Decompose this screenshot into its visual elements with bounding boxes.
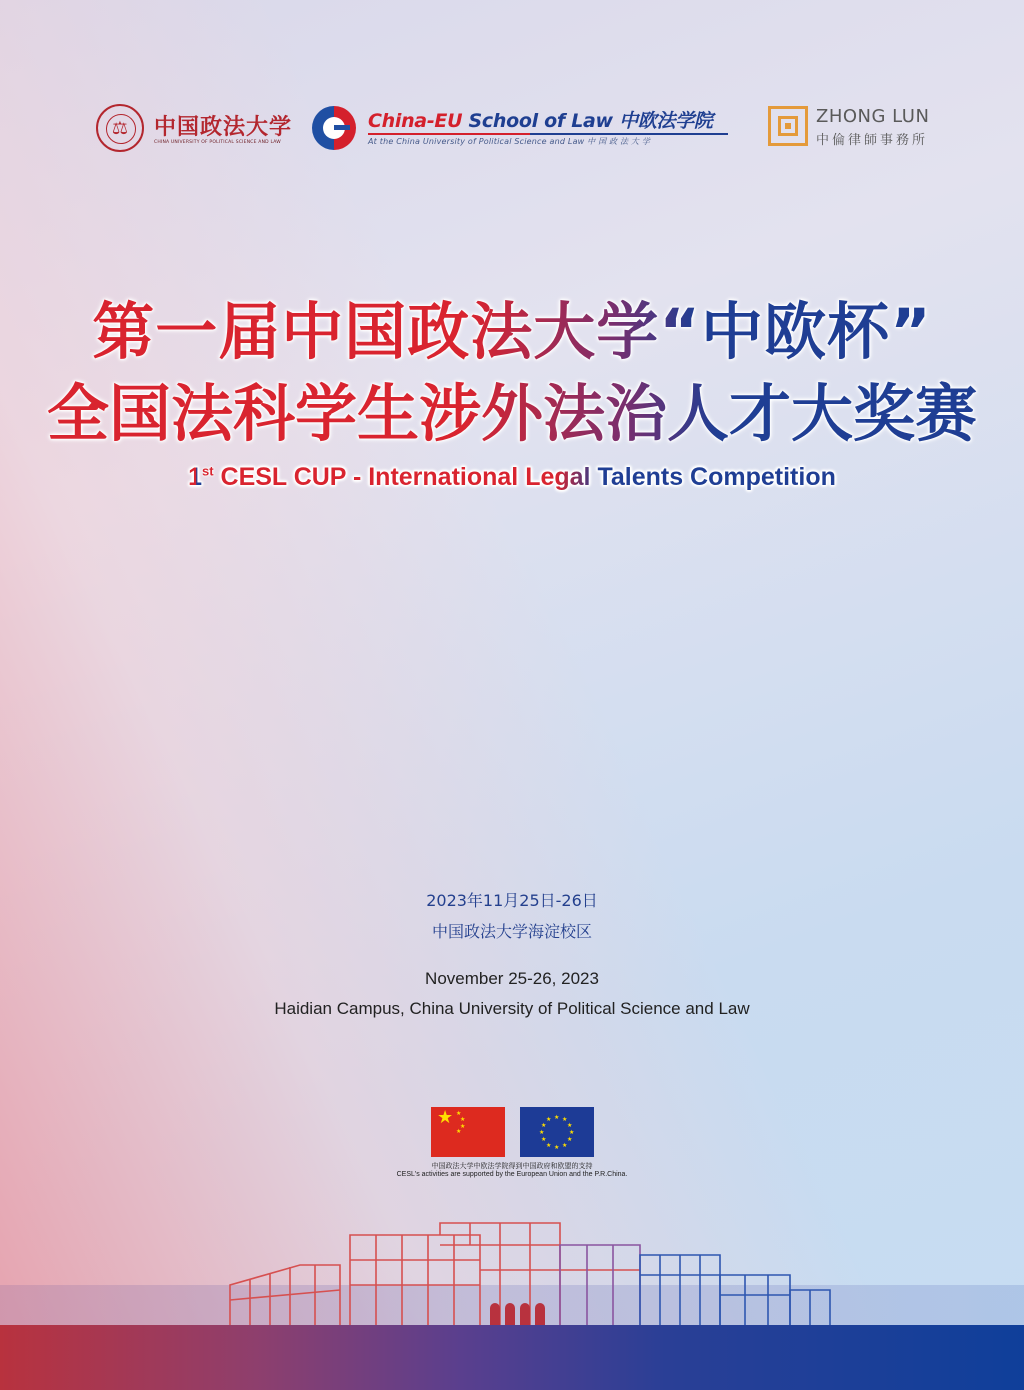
- eu-star-icon: ★: [567, 1122, 573, 1129]
- flag-star-icon: ★: [437, 1107, 454, 1128]
- scales-icon: ⚖: [111, 117, 129, 139]
- support-text-cn: 中国政法大学中欧法学院得到中国政府和欧盟的支持: [431, 1162, 593, 1170]
- zhonglun-name-cn: 中倫律師事務所: [816, 133, 929, 148]
- eu-flag-icon: [520, 1107, 594, 1157]
- eu-star-icon: ★: [546, 1116, 552, 1123]
- title-line2-text: 全国法科学生涉外法治人才大奖赛: [46, 377, 977, 450]
- cesl-title-blue: School of Law: [462, 110, 613, 132]
- flag-star-icon: ★: [456, 1110, 462, 1117]
- eu-star-icon: ★: [569, 1129, 575, 1136]
- flag-star-icon: ★: [460, 1123, 466, 1130]
- eu-star-icon: ★: [546, 1142, 552, 1149]
- flag-star-icon: ★: [460, 1116, 466, 1123]
- campus-building-illustration: [0, 1215, 1024, 1330]
- title-line1-cn: [0, 282, 1024, 371]
- china-flag-icon: [431, 1107, 505, 1157]
- cesl-mark-bar: [334, 125, 350, 130]
- title-line2-cn: [0, 364, 1024, 453]
- title-en-text: [188, 463, 836, 491]
- support-text-en: CESL's activities are supported by the European Union and the P.R.China.: [396, 1171, 628, 1178]
- eu-star-icon: ★: [539, 1129, 545, 1136]
- cupl-logo: [96, 100, 296, 156]
- title-en-rest: CESL CUP - International Legal Talents Competition: [213, 463, 836, 491]
- cupl-name-en: CHINA UNIVERSITY OF POLITICAL SCIENCE AND LAW: [154, 140, 281, 145]
- eu-star-icon: ★: [562, 1142, 568, 1149]
- cupl-name-cn: 中国政法大学: [154, 114, 293, 140]
- eu-star-icon: ★: [554, 1144, 560, 1151]
- cesl-logo: [312, 104, 732, 154]
- zhonglun-name-en: ZHONG LUN: [816, 106, 930, 127]
- event-venue-cn: 中国政法大学海淀校区: [431, 922, 592, 941]
- eu-star-icon: ★: [562, 1116, 568, 1123]
- footer-band-dark: [0, 1325, 1024, 1390]
- event-date-cn: 2023年11月25日-26日: [426, 891, 598, 910]
- flag-star-icon: ★: [456, 1128, 462, 1135]
- cesl-underline: [368, 133, 728, 135]
- eu-star-icon: ★: [541, 1122, 547, 1129]
- cesl-title-red: China-EU: [368, 110, 463, 132]
- title-line1-text: 第一届中国政法大学“中欧杯”: [92, 295, 932, 368]
- title-en: [0, 463, 1024, 492]
- eu-star-icon: ★: [567, 1136, 573, 1143]
- event-date-en: November 25-26, 2023: [425, 969, 599, 988]
- eu-star-icon: ★: [541, 1136, 547, 1143]
- cupl-seal-icon: [96, 104, 144, 152]
- title-en-ordinal: 1: [188, 463, 203, 491]
- event-venue-en: Haidian Campus, China University of Political Science and Law: [274, 999, 750, 1018]
- title-en-suffix: st: [202, 463, 214, 479]
- cesl-subtitle: At the China University of Political Science and Law 中 国 政 法 大 学: [368, 137, 651, 146]
- cesl-title: [368, 106, 713, 133]
- cesl-title-cn: 中欧法学院: [612, 110, 713, 132]
- zhonglun-logo: [768, 104, 938, 150]
- eu-star-icon: ★: [554, 1114, 560, 1121]
- zhonglun-mark-icon: [768, 106, 808, 146]
